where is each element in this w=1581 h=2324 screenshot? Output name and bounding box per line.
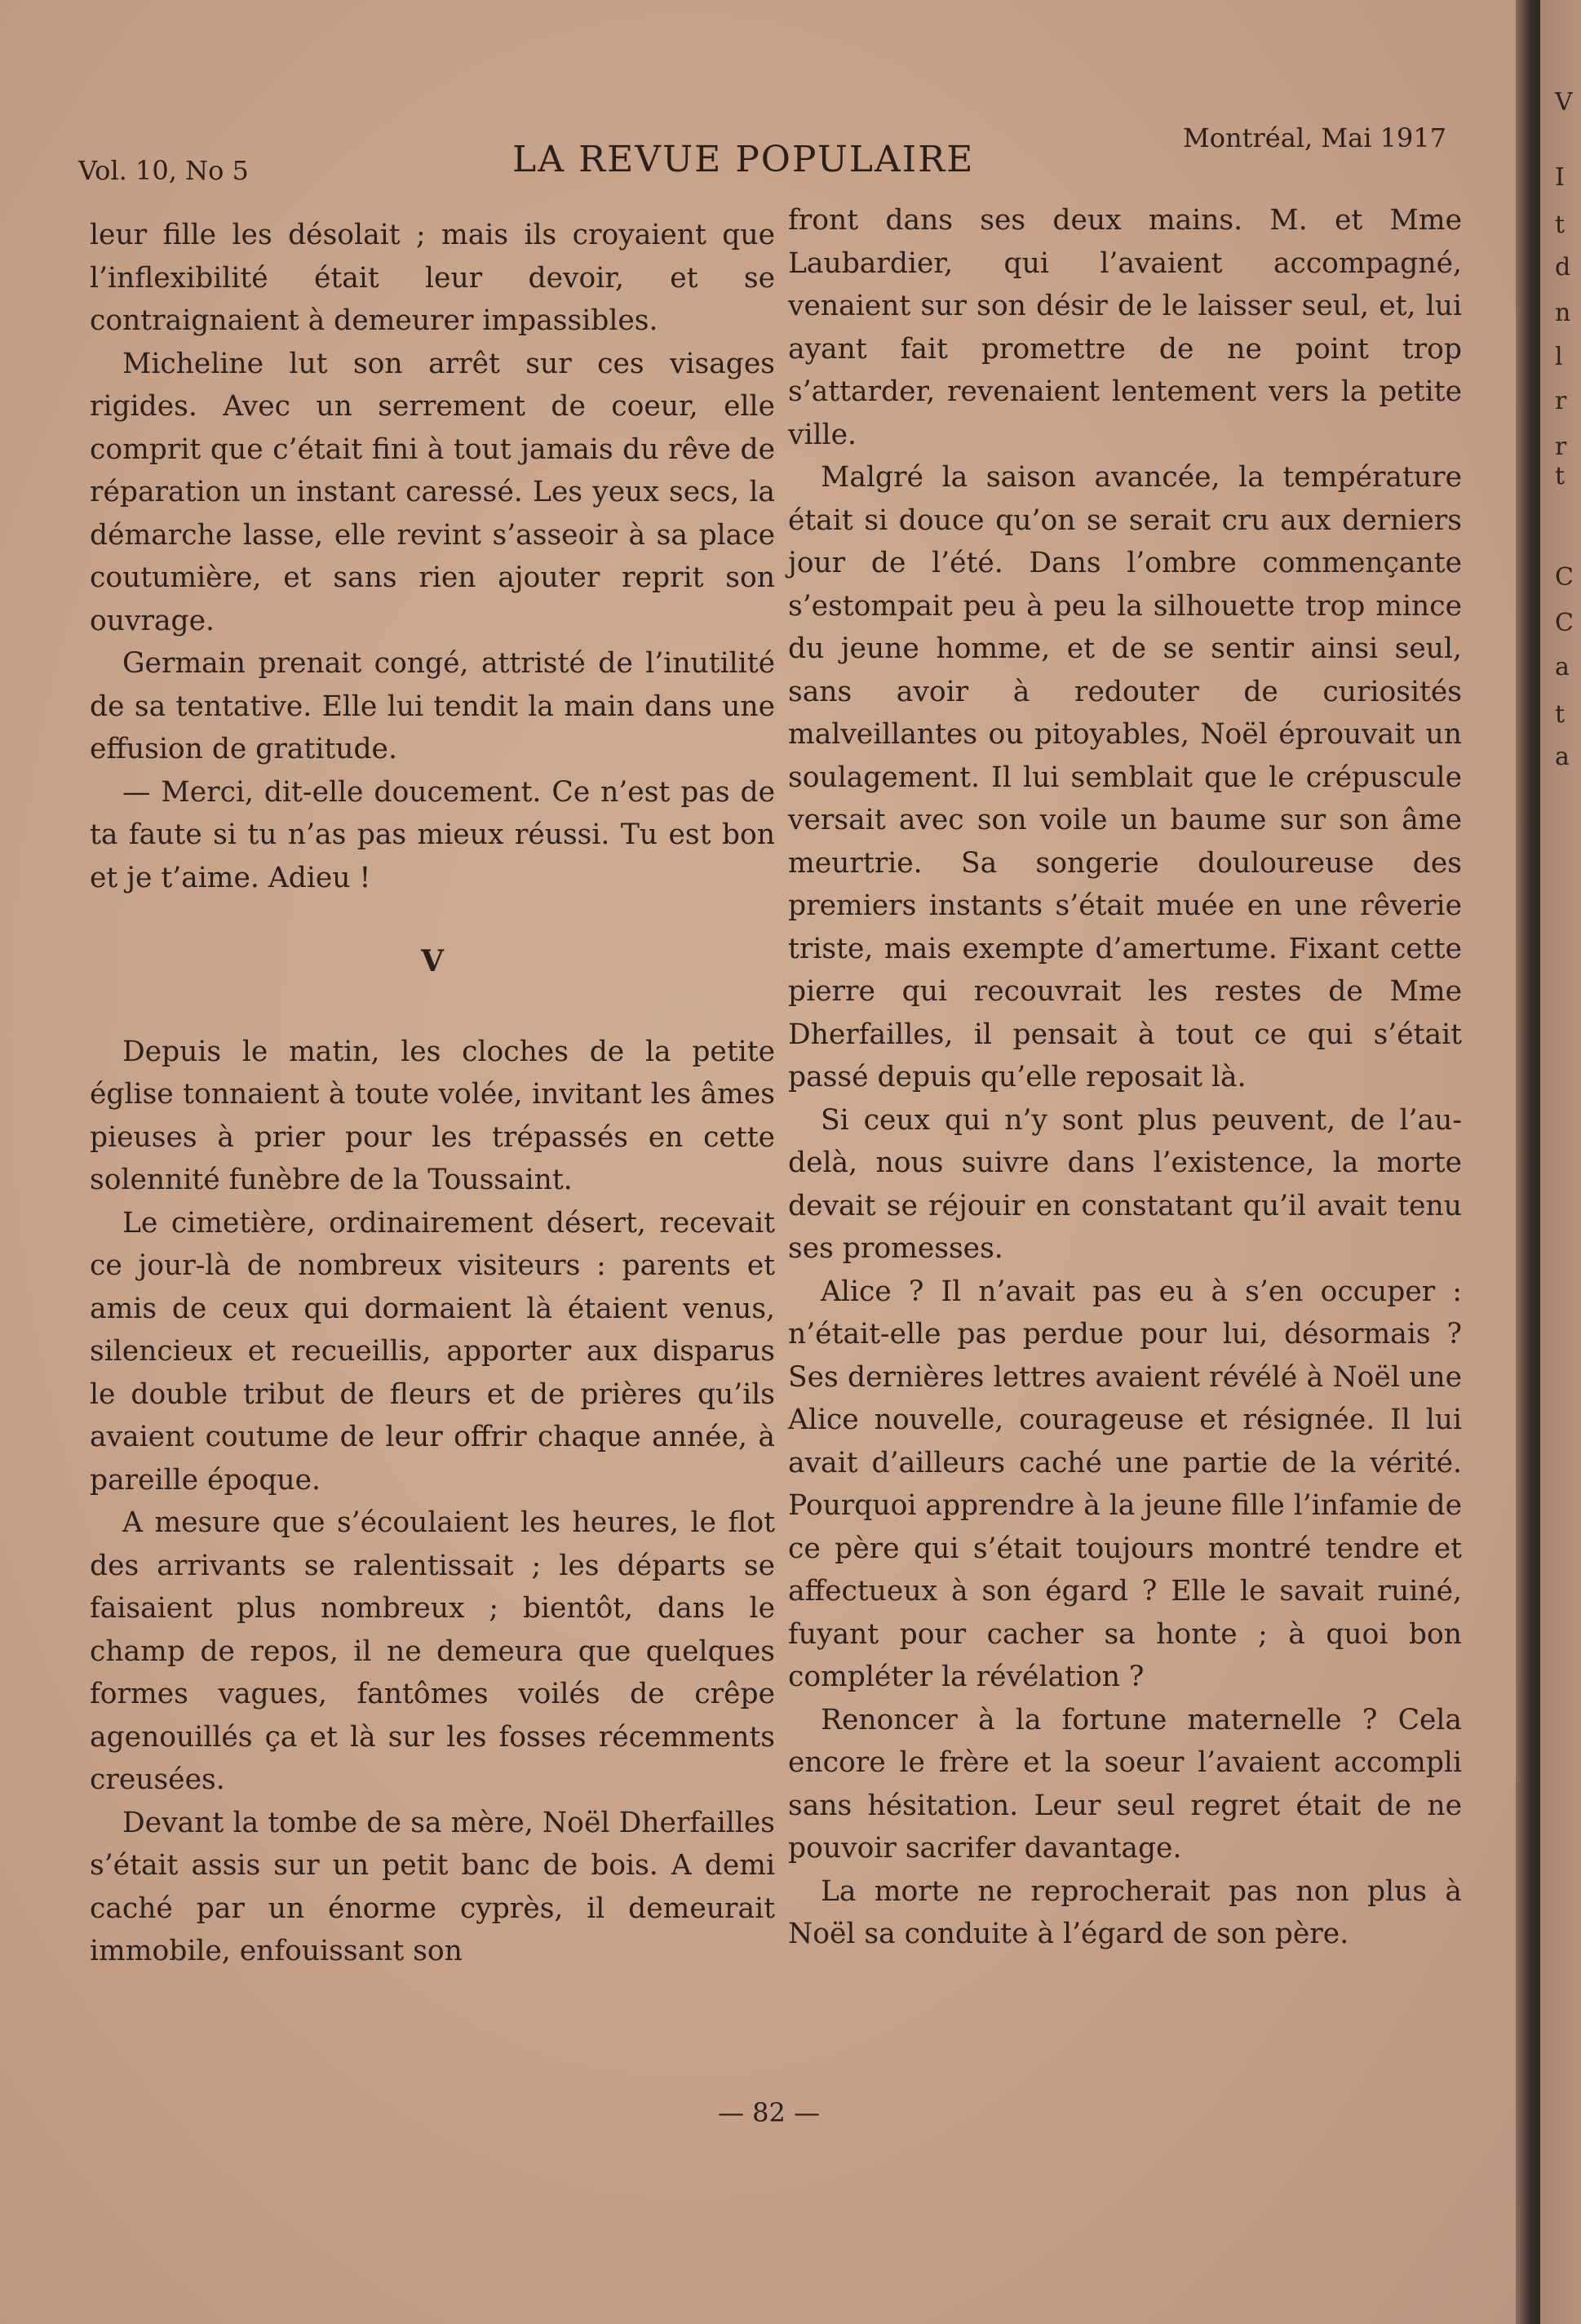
paragraph: Si ceux qui n’y sont plus peuvent, de l’au-delà, nous suivre dans l’existence, la morte devait se réjouir en constatant qu’il avait tenu ses promesses. bbox=[788, 1103, 1462, 1265]
book-spine-shadow bbox=[1516, 0, 1540, 2324]
paragraph: leur fille les désolait ; mais ils croyaient que l’inflexibilité était leur devoir, et se contraignaient à demeurer impassibles. bbox=[90, 219, 775, 337]
paragraph: Alice ? Il n’avait pas eu à s’en occuper : n’était-elle pas perdue pour lui, désormais ? Ses dernières lettres avaient révélé à Noël une Alice nouvelle, courageuse et résignée. Il lui avait d’ailleurs caché une partie de la vérité. Pourquoi apprendre à la jeune fille l’infamie de ce père qui s’était toujours montré tendre et affectueux à son égard ? Elle le savait ruiné, fuyant pour cacher sa honte ; à quoi bon compléter la révélation ? bbox=[788, 1275, 1462, 1693]
section-numeral: V bbox=[421, 944, 444, 978]
adjacent-page-letter: l bbox=[1555, 343, 1563, 371]
paragraph: Depuis le matin, les cloches de la petite église tonnaient à toute volée, invitant les âmes pieuses à prier pour les trépassés en cette solennité funèbre de la Toussaint. bbox=[90, 1035, 775, 1196]
adjacent-page-letter: a bbox=[1555, 653, 1570, 681]
place-date: Montréal, Mai 1917 bbox=[1183, 122, 1447, 153]
paragraph: Malgré la saison avancée, la température était si douce qu’on se serait cru aux derniers jour de l’été. Dans l’ombre commençante s’estompait peu à peu la silhouette trop mince du jeune homme, et de se sentir ainsi seul, sans avoir à redouter de curiosités malveillantes ou pitoyables, Noël éprouvait un soulagement. Il lui semblait que le crépuscule versait avec son voile un baume sur son âme meurtrie. Sa songerie douloureuse des premiers instants s’était muée en une rêverie triste, mais exempte d’amertume. Fixant cette pierre qui recouvrait les restes de Mme Dherfailles, il pensait à tout ce qui s’était passé depuis qu’elle reposait là. bbox=[788, 461, 1462, 1093]
adjacent-page-letter: V bbox=[1555, 88, 1573, 117]
page-number: — 82 — bbox=[718, 2097, 821, 2128]
adjacent-page-letter: r bbox=[1555, 387, 1567, 415]
adjacent-page-letter: I bbox=[1555, 163, 1565, 192]
left-column bbox=[90, 214, 775, 1973]
paragraph: La morte ne reprocherait pas non plus à Noël sa conduite à l’égard de son père. bbox=[788, 1874, 1462, 1950]
adjacent-page-letter: r bbox=[1555, 432, 1567, 461]
paragraph: A mesure que s’écoulaient les heures, le flot des arrivants se ralentissait ; les départs se faisaient plus nombreux ; bientôt, dans le champ de repos, il ne demeura que quelques formes vagues, fantômes voilés de crêpe agenouillés ça et là sur les fosses récemments creusées. bbox=[90, 1506, 775, 1796]
paragraph: — Merci, dit-elle doucement. Ce n’est pas de ta faute si tu n’as pas mieux réussi. Tu est bon et je t’aime. Adieu ! bbox=[90, 775, 775, 894]
paragraph: Renoncer à la fortune maternelle ? Cela encore le frère et la soeur l’avaient accompli sans hésitation. Leur seul regret était de ne pouvoir sacrifer davantage. bbox=[788, 1703, 1462, 1865]
adjacent-page-letter: d bbox=[1555, 253, 1571, 282]
adjacent-page-letter: n bbox=[1555, 299, 1571, 327]
right-column bbox=[788, 199, 1462, 1956]
publication-title: LA REVUE POPULAIRE bbox=[512, 139, 975, 180]
paragraph: Devant la tombe de sa mère, Noël Dherfailles s’était assis sur un petit banc de bois. A demi caché par un énorme cyprès, il demeurait immobile, enfouissant son bbox=[90, 1806, 775, 1967]
adjacent-page-letter: C bbox=[1555, 609, 1574, 637]
adjacent-page-letter: t bbox=[1555, 211, 1566, 239]
adjacent-page-letter: t bbox=[1555, 700, 1566, 729]
adjacent-page-letter: t bbox=[1555, 462, 1566, 490]
paragraph: Germain prenait congé, attristé de l’inutilité de sa tentative. Elle lui tendit la main dans une effusion de gratitude. bbox=[90, 647, 775, 765]
paragraph: front dans ses deux mains. M. et Mme Laubardier, qui l’avaient accompagné, venaient sur son désir de le laisser seul, et, lui ayant fait promettre de ne point trop s’attarder, revenaient lentement vers la petite ville. bbox=[788, 204, 1462, 451]
adjacent-page-letter: a bbox=[1555, 743, 1570, 771]
paragraph: Micheline lut son arrêt sur ces visages rigides. Avec un serrement de coeur, elle comprit que c’était fini à tout jamais du rêve de réparation un instant caressé. Les yeux secs, la démarche lasse, elle revint s’asseoir à sa place coutumière, et sans rien ajouter reprit son ouvrage. bbox=[90, 347, 775, 637]
paragraph: Le cimetière, ordinairement désert, recevait ce jour-là de nombreux visiteurs : parents et amis de ceux qui dormaient là étaient venus, silencieux et recueillis, apporter aux disparus le double tribut de fleurs et de prières qu’ils avaient coutume de leur offrir chaque année, à pareille époque. bbox=[90, 1206, 775, 1497]
adjacent-page-letter: C bbox=[1555, 563, 1574, 592]
adjacent-page-edge bbox=[1540, 0, 1581, 2324]
volume-number: Vol. 10, No 5 bbox=[78, 155, 249, 186]
